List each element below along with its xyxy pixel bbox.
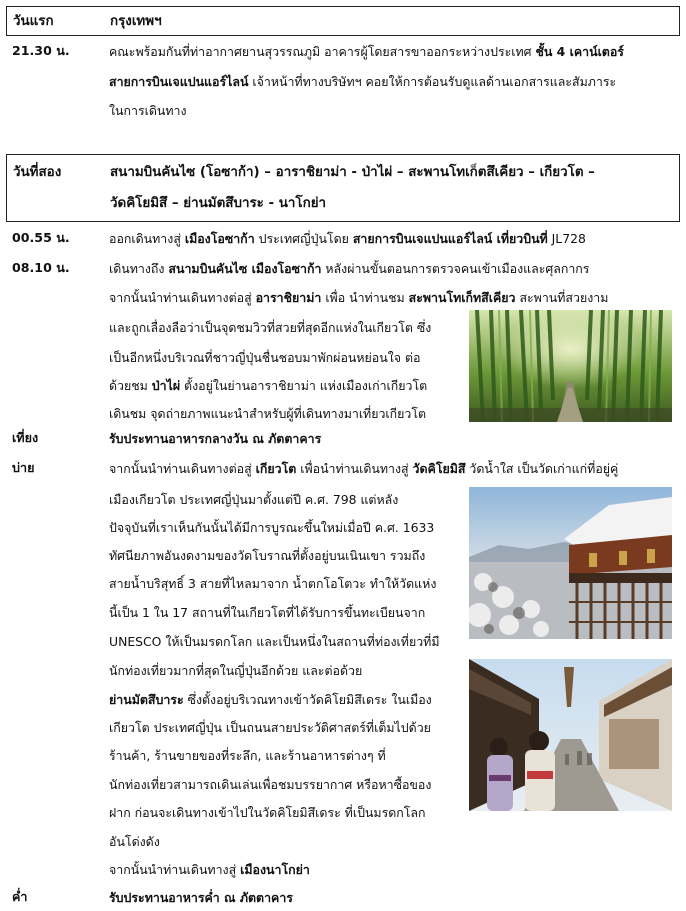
line-arrive: เดินทางถึง สนามบินคันไซ เมืองโอซาก้า หลังผ่านขั้นตอนการตรวจคนเข้าเมืองและศุลกากร	[109, 261, 590, 276]
day1-line-1: คณะพร้อมกันที่ท่าอากาศยานสุวรรณภูมิ อาคารผู้โดยสารขาออกระหว่างประเทศ ชั้น 4 เคาน์เตอร์	[109, 44, 624, 59]
line-lunch: รับประทานอาหารกลางวัน ณ ภัตตาคาร	[109, 431, 322, 446]
line-kiyomizu-2: ปัจจุบันที่เราเห็นกันนั้นได้มีการบูรณะขึ้นใหม่เมื่อปี ค.ศ. 1633	[109, 520, 435, 535]
day2-title-line1: สนามบินคันไซ (โอซาก้า) – อาราชิยาม่า - ป่าไผ่ – สะพานโทเก็ตสึเคียว – เกียวโต –	[110, 165, 595, 180]
line-depart: ออกเดินทางสู่ เมืองโอซาก้า ประเทศญี่ปุ่นโดย สายการบินเจแปนแอร์ไลน์ เที่ยวบินที่ JL728	[109, 231, 586, 246]
line-bamboo-4: เดินชม จุดถ่ายภาพแนะนำสำหรับผู้ที่เดินทางมาเที่ยวเกียวโต	[109, 406, 427, 421]
day1-line-2: สายการบินเจแปนแอร์ไลน์ เจ้าหน้าที่ทางบริษัทฯ คอยให้การต้อนรับดูแลด้านเอกสารและสัมภาระ	[109, 74, 617, 89]
day1-line-3: ในการเดินทาง	[109, 103, 187, 118]
time-0810: 08.10 น.	[12, 260, 70, 275]
day1-label: วันแรก	[13, 14, 54, 29]
line-matsubara-5: ฝาก ก่อนจะเดินทางเข้าไปในวัดคิโยมิสึเดระ ที่เป็นมรดกโลก	[109, 805, 426, 820]
line-kiyomizu-3: ทัศนียภาพอันงดงามของวัดโบราณที่ตั้งอยู่บนเนินเขา รวมถึง	[109, 548, 426, 563]
line-kiyomizu-6: UNESCO ให้เป็นมรดกโลก และเป็นหนึ่งในสถานที่ท่องเที่ยวที่มี	[109, 634, 440, 649]
line-dinner: รับประทานอาหารค่ำ ณ ภัตตาคาร	[109, 890, 293, 905]
time-afternoon: บ่าย	[12, 460, 35, 475]
day1-header-box	[6, 6, 680, 36]
line-matsubara-6: อันโด่งดัง	[109, 834, 160, 849]
line-matsubara-3: ร้านค้า, ร้านขายของที่ระลึก, และร้านอาหารต่างๆ ที่	[109, 748, 386, 763]
line-kiyomizu-1: เมืองเกียวโต ประเทศญี่ปุ่นมาตั้งแต่ปี ค.ศ. 798 แต่หลัง	[109, 492, 399, 507]
bamboo-forest-photo	[469, 310, 672, 422]
line-matsubara-2: เกียวโต ประเทศญี่ปุ่น เป็นถนนสายประวัติศาสตร์ที่เต็มไปด้วย	[109, 720, 431, 735]
time-0055: 00.55 น.	[12, 230, 70, 245]
line-kiyomizu-5: นี้เป็น 1 ใน 17 สถานที่ในเกียวโตที่ได้รับการขึ้นทะเบียนจาก	[109, 605, 426, 620]
matsubara-street-photo	[469, 659, 672, 811]
line-bamboo-3: ด้วยชม ป่าไผ่ ตั้งอยู่ในย่านอาราชิยาม่า แห่งเมืองเก่าเกียวโต	[109, 378, 428, 393]
time-2130: 21.30 น.	[12, 43, 70, 58]
time-evening: ค่ำ	[12, 889, 28, 904]
time-noon: เที่ยง	[12, 430, 39, 445]
line-arashiyama: จากนั้นนำท่านเดินทางต่อสู่ อาราชิยาม่า เพื่อ นำท่านชม สะพานโทเก็ทสึเคียว สะพานที่สวยงาม	[109, 290, 609, 305]
line-bamboo-1: และถูกเลื่องลือว่าเป็นจุดชมวิวที่สวยที่สุดอีกแห่งในเกียวโต ซึ่ง	[109, 320, 432, 335]
line-matsubara-1: ย่านมัตสึบาระ ซึ่งตั้งอยู่บริเวณทางเข้าวัดคิโยมิสึเดระ ในเมือง	[109, 692, 432, 707]
line-kyoto: จากนั้นนำท่านเดินทางต่อสู่ เกียวโต เพื่อนำท่านเดินทางสู่ วัดคิโยมิสึ วัดน้ำใส เป็นวัดเก่าแก่ที่อยู่คู่	[109, 461, 619, 476]
day2-header-box	[6, 154, 680, 222]
line-kiyomizu-4: สายน้ำบริสุทธิ์ 3 สายที่ไหลมาจาก น้ำตกโอโตวะ ทำให้วัดแห่ง	[109, 576, 437, 591]
kiyomizu-temple-photo	[469, 487, 672, 639]
day2-label: วันที่สอง	[13, 165, 62, 180]
line-nagoya: จากนั้นนำท่านเดินทางสู่ เมืองนาโกย่า	[109, 862, 310, 877]
day1-title: กรุงเทพฯ	[110, 14, 162, 29]
line-bamboo-2: เป็นอีกหนึ่งบริเวณที่ชาวญี่ปุ่นชื่นชอบมาพักผ่อนหย่อนใจ ต่อ	[109, 350, 421, 365]
line-matsubara-4: นักท่องเที่ยวสามารถเดินเล่นเพื่อชมบรรยากาศ หรือหาซื้อของ	[109, 777, 432, 792]
day2-title-line2: วัดคิโยมิสึ – ย่านมัตสึบาระ - นาโกย่า	[110, 196, 327, 211]
line-kiyomizu-7: นักท่องเที่ยวมากที่สุดในญี่ปุ่นอีกด้วย และต่อด้วย	[109, 663, 363, 678]
